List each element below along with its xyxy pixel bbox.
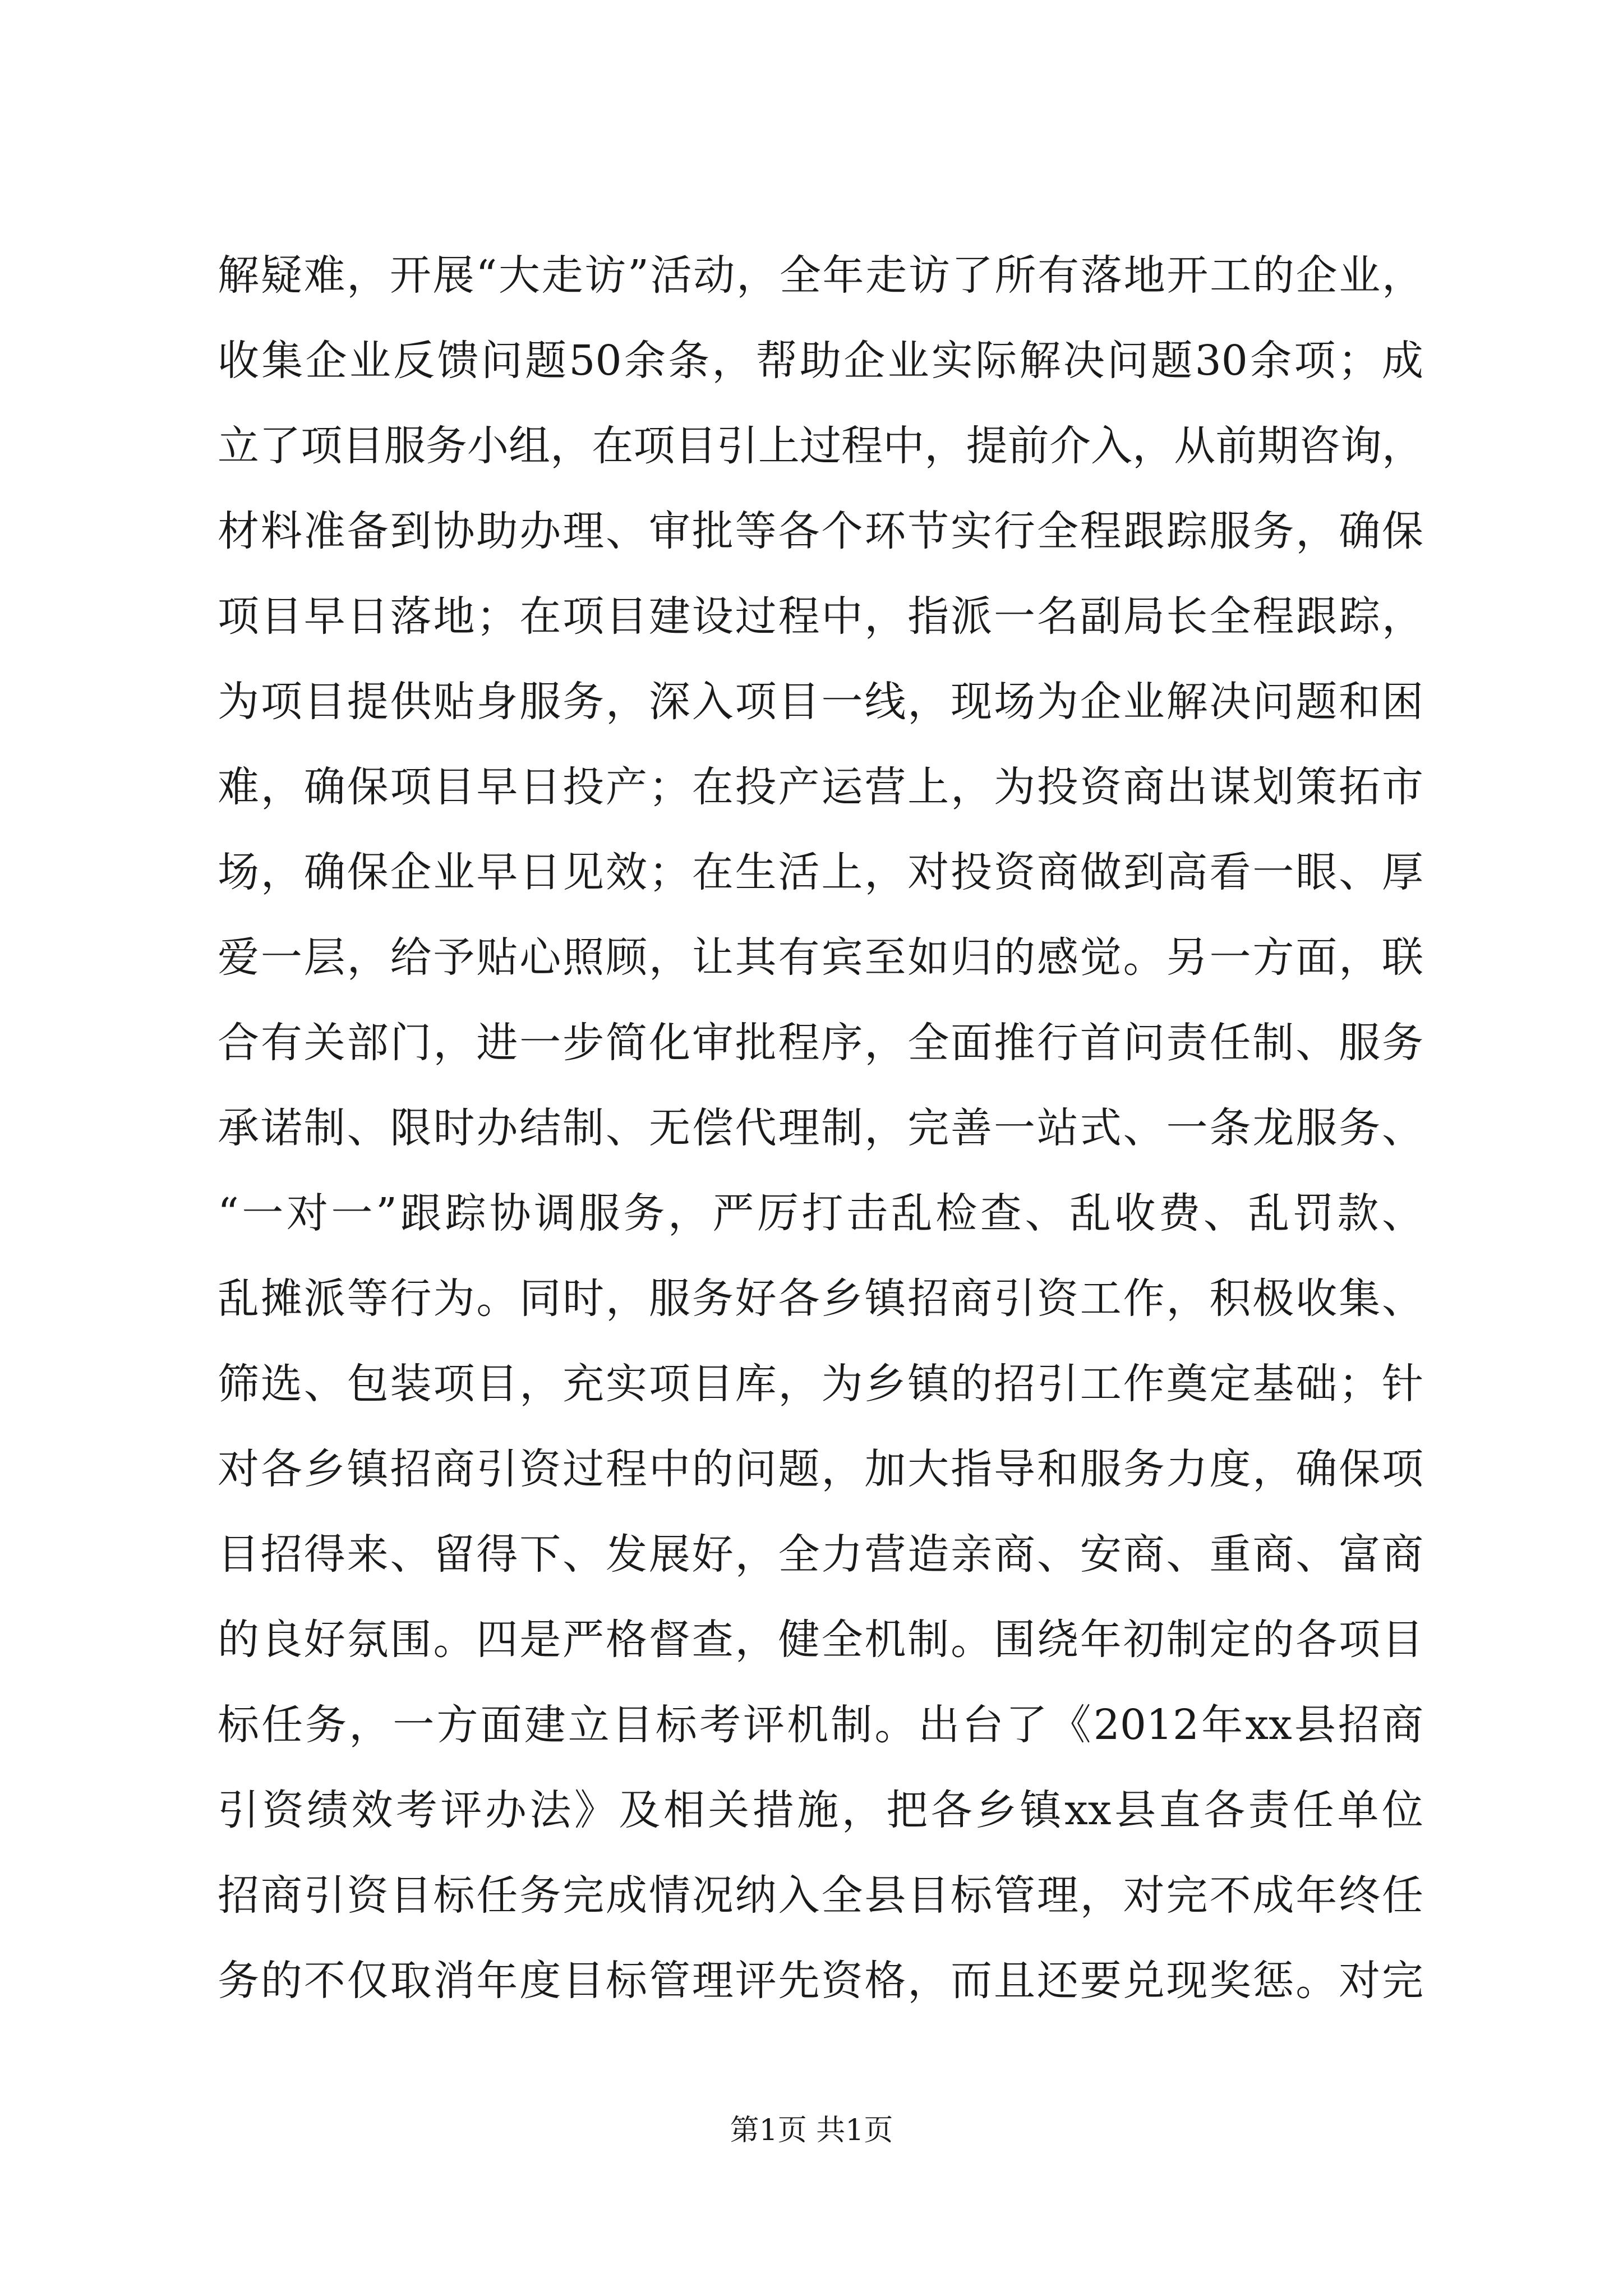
text-line: 合有关部门，进一步简化审批程序，全面推行首问责任制、服务 [218,1019,1423,1067]
text-line: 收集企业反馈问题50余条，帮助企业实际解决问题30余项；成 [218,337,1423,385]
text-line: 承诺制、限时办结制、无偿代理制，完善一站式、一条龙服务、 [218,1104,1423,1152]
text-line: 目招得来、留得下、发展好，全力营造亲商、安商、重商、富商 [218,1530,1423,1579]
text-line: 立了项目服务小组，在项目引上过程中，提前介入，从前期咨询， [218,422,1423,470]
text-line: 标任务，一方面建立目标考评机制。出台了《2012年xx县招商 [218,1701,1423,1749]
text-line: 材料准备到协助办理、审批等各个环节实行全程跟踪服务，确保 [218,507,1423,555]
text-line: 招商引资目标任务完成情况纳入全县目标管理，对完不成年终任 [218,1871,1423,1920]
text-line: “一对一”跟踪协调服务，严厉打击乱检查、乱收费、乱罚款、 [218,1189,1423,1237]
body-text [218,233,1423,2023]
text-line: 解疑难，开展“大走访”活动，全年走访了所有落地开工的企业， [218,251,1423,300]
text-line: 引资绩效考评办法》及相关措施，把各乡镇xx县直各责任单位 [218,1786,1423,1834]
page-footer: 第1页 共1页 [730,2114,893,2147]
text-line: 乱摊派等行为。同时，服务好各乡镇招商引资工作，积极收集、 [218,1274,1423,1323]
text-line: 务的不仅取消年度目标管理评先资格，而且还要兑现奖惩。对完 [218,1957,1423,2005]
text-line: 的良好氛围。四是严格督查，健全机制。围绕年初制定的各项目 [218,1616,1423,1664]
text-line: 为项目提供贴身服务，深入项目一线，现场为企业解决问题和困 [218,678,1423,726]
text-line: 项目早日落地；在项目建设过程中，指派一名副局长全程跟踪， [218,592,1423,641]
text-line: 筛选、包装项目，充实项目库，为乡镇的招引工作奠定基础；针 [218,1360,1423,1408]
text-line: 爱一层，给予贴心照顾，让其有宾至如归的感觉。另一方面，联 [218,933,1423,982]
text-line: 难，确保项目早日投产；在投产运营上，为投资商出谋划策拓市 [218,763,1423,811]
text-line: 对各乡镇招商引资过程中的问题，加大指导和服务力度，确保项 [218,1445,1423,1493]
text-line: 场，确保企业早日见效；在生活上，对投资商做到高看一眼、厚 [218,848,1423,896]
